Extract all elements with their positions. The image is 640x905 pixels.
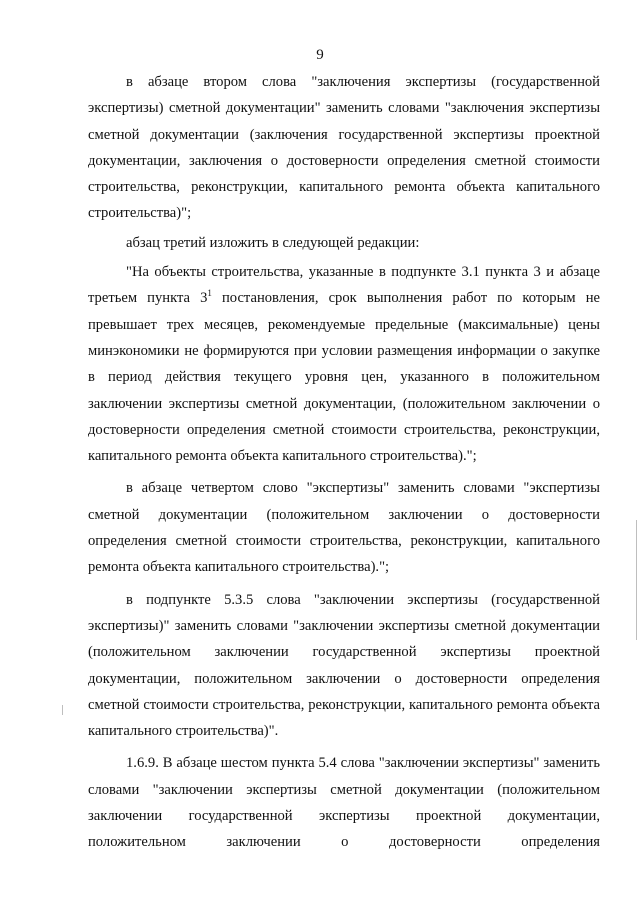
- paragraph-5: в подпункте 5.3.5 слова "заключении экспертизы (государственной экспертизы)" заменить словами "заключении экспертизы сметной документации (положительном заключении государственной экспертизы проектной документации, положительном заключении о достоверности определения сметной стоимости строительства, реконструкции, капитального ремонта объекта капитального строительства)".: [88, 591, 600, 740]
- paragraph-1: в абзаце втором слова "заключения экспертизы (государственной экспертизы) сметной документации" заменить словами "заключения экспертизы сметной документации (заключения государственной экспертизы проектной документации, заключения о достоверности определения сметной стоимости строительства, реконструкции, капитального ремонта объекта капитального строительства)";: [88, 74, 600, 222]
- scan-edge-mark: [62, 705, 63, 715]
- document-body: [88, 69, 600, 856]
- paragraph-2: абзац третий изложить в следующей редакции:: [126, 234, 420, 251]
- paragraph-6: 1.6.9. В абзаце шестом пункта 5.4 слова "заключении экспертизы" заменить словами "заключении экспертизы сметной документации (положительном заключении государственной экспертизы проектной документации, положительном заключении о достоверности определения: [88, 755, 600, 851]
- scan-edge-mark: [636, 520, 637, 640]
- paragraph-3: [88, 259, 600, 469]
- superscript-index: 1: [207, 288, 212, 299]
- page-number: 9: [316, 47, 324, 63]
- paragraph-4: в абзаце четвертом слово "экспертизы" заменить словами "экспертизы сметной документации (положительном заключении о достоверности определения сметной стоимости строительства, реконструкции, капитального ремонта объекта капитального строительства).";: [88, 480, 600, 576]
- paragraph-3-text-after: постановления, срок выполнения работ по которым не превышает трех месяцев, рекомендуемые предельные (максимальные) цены минэкономики не формируются при условии размещения информации о закупке в период действия текущего уровня цен, указанного в положительном заключении экспертизы сметной документации, (положительном заключении о достоверности определения сметной стоимости строительства, реконструкции, капитального ремонта объекта капитального строительства).";: [88, 290, 600, 465]
- paragraph-3-text-before: "На объекты строительства, указанные в подпункте 3.1 пункта 3 и абзаце третьем пункта 3: [88, 264, 600, 307]
